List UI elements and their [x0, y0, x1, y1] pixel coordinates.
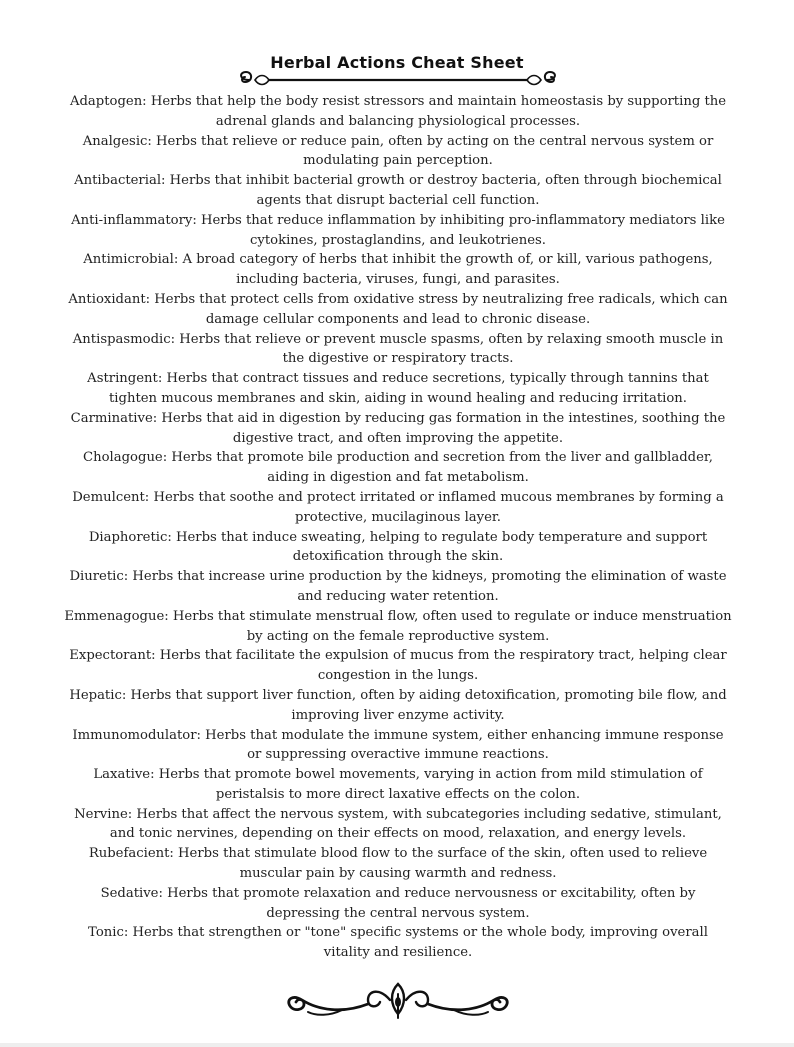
list-item: Cholagogue: Herbs that promote bile production and secretion from the liver and gallbladder, aiding in digestion and fat metabolism. [83, 450, 713, 486]
list-item: Expectorant: Herbs that facilitate the expulsion of mucus from the respiratory tract, helping clear congestion in the lungs. [69, 648, 727, 684]
list-item: Demulcent: Herbs that soothe and protect irritated or inflamed mucous membranes by forming a protective, mucilaginous layer. [72, 489, 724, 525]
list-item: Laxative: Herbs that promote bowel movements, varying in action from mild stimulation of peristalsis to more direct laxative effects on the colon. [93, 767, 703, 802]
list-item: Antispasmodic: Herbs that relieve or prevent muscle spasms, often by relaxing smooth muscle in the digestive or respiratory tracts. [72, 331, 724, 367]
list-item: Tonic: Herbs that strengthen or "tone" specific systems or the whole body, improving overall vitality and resilience. [88, 925, 708, 961]
list-item: Anti-inflammatory: Herbs that reduce inflammation by inhibiting pro-inflammatory mediators like cytokines, prostaglandins, and leukotrienes. [71, 212, 725, 248]
list-item: Emmenagogue: Herbs that stimulate menstrual flow, often used to regulate or induce menstruation by acting on the female reproductive system. [64, 608, 732, 644]
bottom-flourish-icon [282, 980, 514, 1022]
herbal-actions-list [64, 92, 732, 963]
list-item: Sedative: Herbs that promote relaxation and reduce nervousness or excitability, often by depressing the central nervous system. [100, 885, 696, 921]
list-item: Hepatic: Herbs that support liver function, often by aiding detoxification, promoting bile flow, and improving liver enzyme activity. [69, 687, 727, 723]
list-item: Astringent: Herbs that contract tissues and reduce secretions, typically through tannins that tighten mucous membranes and skin, aiding in wound healing and reducing irritation. [87, 371, 709, 406]
list-item: Diaphoretic: Herbs that induce sweating, helping to regulate body temperature and support detoxification through the skin. [88, 529, 708, 565]
list-item: Carminative: Herbs that aid in digestion by reducing gas formation in the intestines, soothing the digestive tract, and often improving the appetite. [70, 410, 726, 446]
list-item: Rubefacient: Herbs that stimulate blood flow to the surface of the skin, often used to relieve muscular pain by causing warmth and redness. [88, 846, 708, 882]
list-item: Nervine: Herbs that affect the nervous system, with subcategories including sedative, stimulant, and tonic nervines, depending on their effects on mood, relaxation, and energy levels. [74, 806, 722, 842]
page-title: Herbal Actions Cheat Sheet [270, 53, 524, 72]
list-item: Analgesic: Herbs that relieve or reduce pain, often by acting on the central nervous system or modulating pain perception. [82, 133, 714, 169]
title-flourish-icon [235, 70, 561, 90]
list-item: Antibacterial: Herbs that inhibit bacterial growth or destroy bacteria, often through biochemical agents that disrupt bacterial cell function. [74, 173, 722, 208]
list-item: Antimicrobial: A broad category of herbs that inhibit the growth of, or kill, various pathogens, including bacteria, viruses, fungi, and parasites. [83, 252, 713, 288]
list-item: Antioxidant: Herbs that protect cells from oxidative stress by neutralizing free radicals, which can damage cellular components and lead to chronic disease. [68, 291, 728, 327]
list-item: Immunomodulator: Herbs that modulate the immune system, either enhancing immune response or suppressing overactive immune reactions. [72, 727, 724, 763]
list-item: Adaptogen: Herbs that help the body resist stressors and maintain homeostasis by supporting the adrenal glands and balancing physiological processes. [69, 94, 727, 129]
list-item: Diuretic: Herbs that increase urine production by the kidneys, promoting the elimination of waste and reducing water retention. [69, 569, 727, 604]
